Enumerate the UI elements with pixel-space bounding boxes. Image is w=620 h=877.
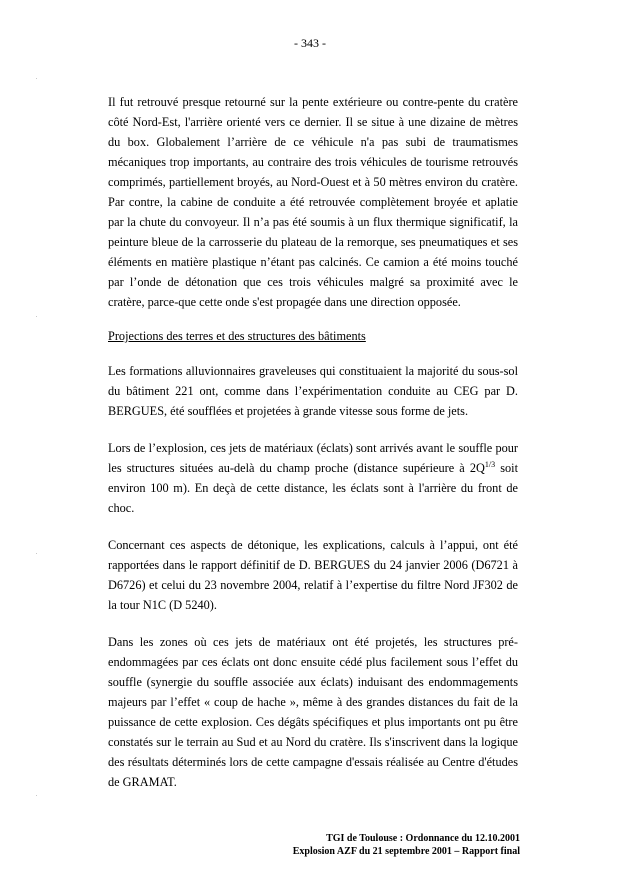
footer-line-court: TGI de Toulouse : Ordonnance du 12.10.2001	[326, 833, 520, 844]
scan-mark	[36, 316, 37, 317]
scan-mark	[36, 78, 37, 79]
paragraph-alluvial-formations: Les formations alluvionnaires graveleuses qui constituaient la majorité du sous-sol du bâtiment 221 ont, comme dans l’expérimentation conduite au CEG par D. BERGUES, été soufflées et projetées à grande vitesse sous forme de jets.	[108, 364, 518, 418]
exponent: 1/3	[484, 459, 496, 469]
page-footer	[293, 832, 520, 858]
document-body	[108, 92, 518, 792]
paragraph-detonics-reports: Concernant ces aspects de détonique, les explications, calculs à l’appui, ont été rapportées dans le rapport définitif de D. BERGUES du 24 janvier 2006 (D6721 à D6726) et celui du 23 novembre 2004, relatif à l’expertise du filtre Nord JF302 de la tour N1C (D 5240).	[108, 538, 518, 612]
paragraph-vehicle-description: Il fut retrouvé presque retourné sur la pente extérieure ou contre-pente du cratère côté Nord-Est, l'arrière orienté vers ce dernier. Il se situe à une dizaine de mètres du box. Globalement l’arrière de ce véhicule n'a pas subi de traumatismes mécaniques trop importants, au contraire des trois véhicules de tourisme retrouvés comprimés, partiellement broyés, au Nord-Ouest et à 50 mètres environ du cratère. Par contre, la cabine de conduite a été retrouvée complètement broyée et aplatie par la chute du convoyeur. Il n’a pas été soumis à un flux thermique significatif, la peinture bleue de la carrosserie du plateau de la remorque, ses pneumatiques et ses éléments en matière plastique n’étant pas calcinés. Ce camion a été moins touché par l’onde de détonation que ces trois véhicules malgré sa proximité avec le cratère, parce-que cette onde s'est propagée dans une direction opposée.	[108, 95, 518, 309]
page-number: - 343 -	[294, 36, 326, 50]
paragraph-explosion-jets-part2: soit environ 100 m). En deçà de cette distance, les éclats sont à l'arrière du front de choc.	[108, 461, 518, 515]
paragraph-explosion-jets-part1: Lors de l’explosion, ces jets de matériaux (éclats) sont arrivés avant le souffle pour les structures situées au-delà du champ proche (distance supérieure à 2Q	[108, 441, 518, 475]
scan-mark	[36, 795, 37, 796]
section-heading: Projections des terres et des structures des bâtiments	[108, 329, 366, 343]
footer-line-report: Explosion AZF du 21 septembre 2001 – Rapport final	[292, 846, 520, 857]
paragraph-damage-zones: Dans les zones où ces jets de matériaux ont été projetés, les structures pré-endommagées par ces éclats ont donc ensuite cédé plus facilement sous l’effet du souffle (synergie du souffle associée aux éclats) induisant des endommagements majeurs par l’effet « coup de hache », même à des grandes distances du fait de la puissance de cette explosion. Ces dégâts spécifiques et plus importants ont pu être constatés sur le terrain au Sud et au Nord du cratère. Ils s'inscrivent dans la logique des résultats déterminés lors de cette campagne d'essais réalisée au Centre d'études de GRAMAT.	[108, 635, 518, 789]
paragraph-explosion-jets	[108, 438, 518, 518]
scan-mark	[36, 553, 37, 554]
